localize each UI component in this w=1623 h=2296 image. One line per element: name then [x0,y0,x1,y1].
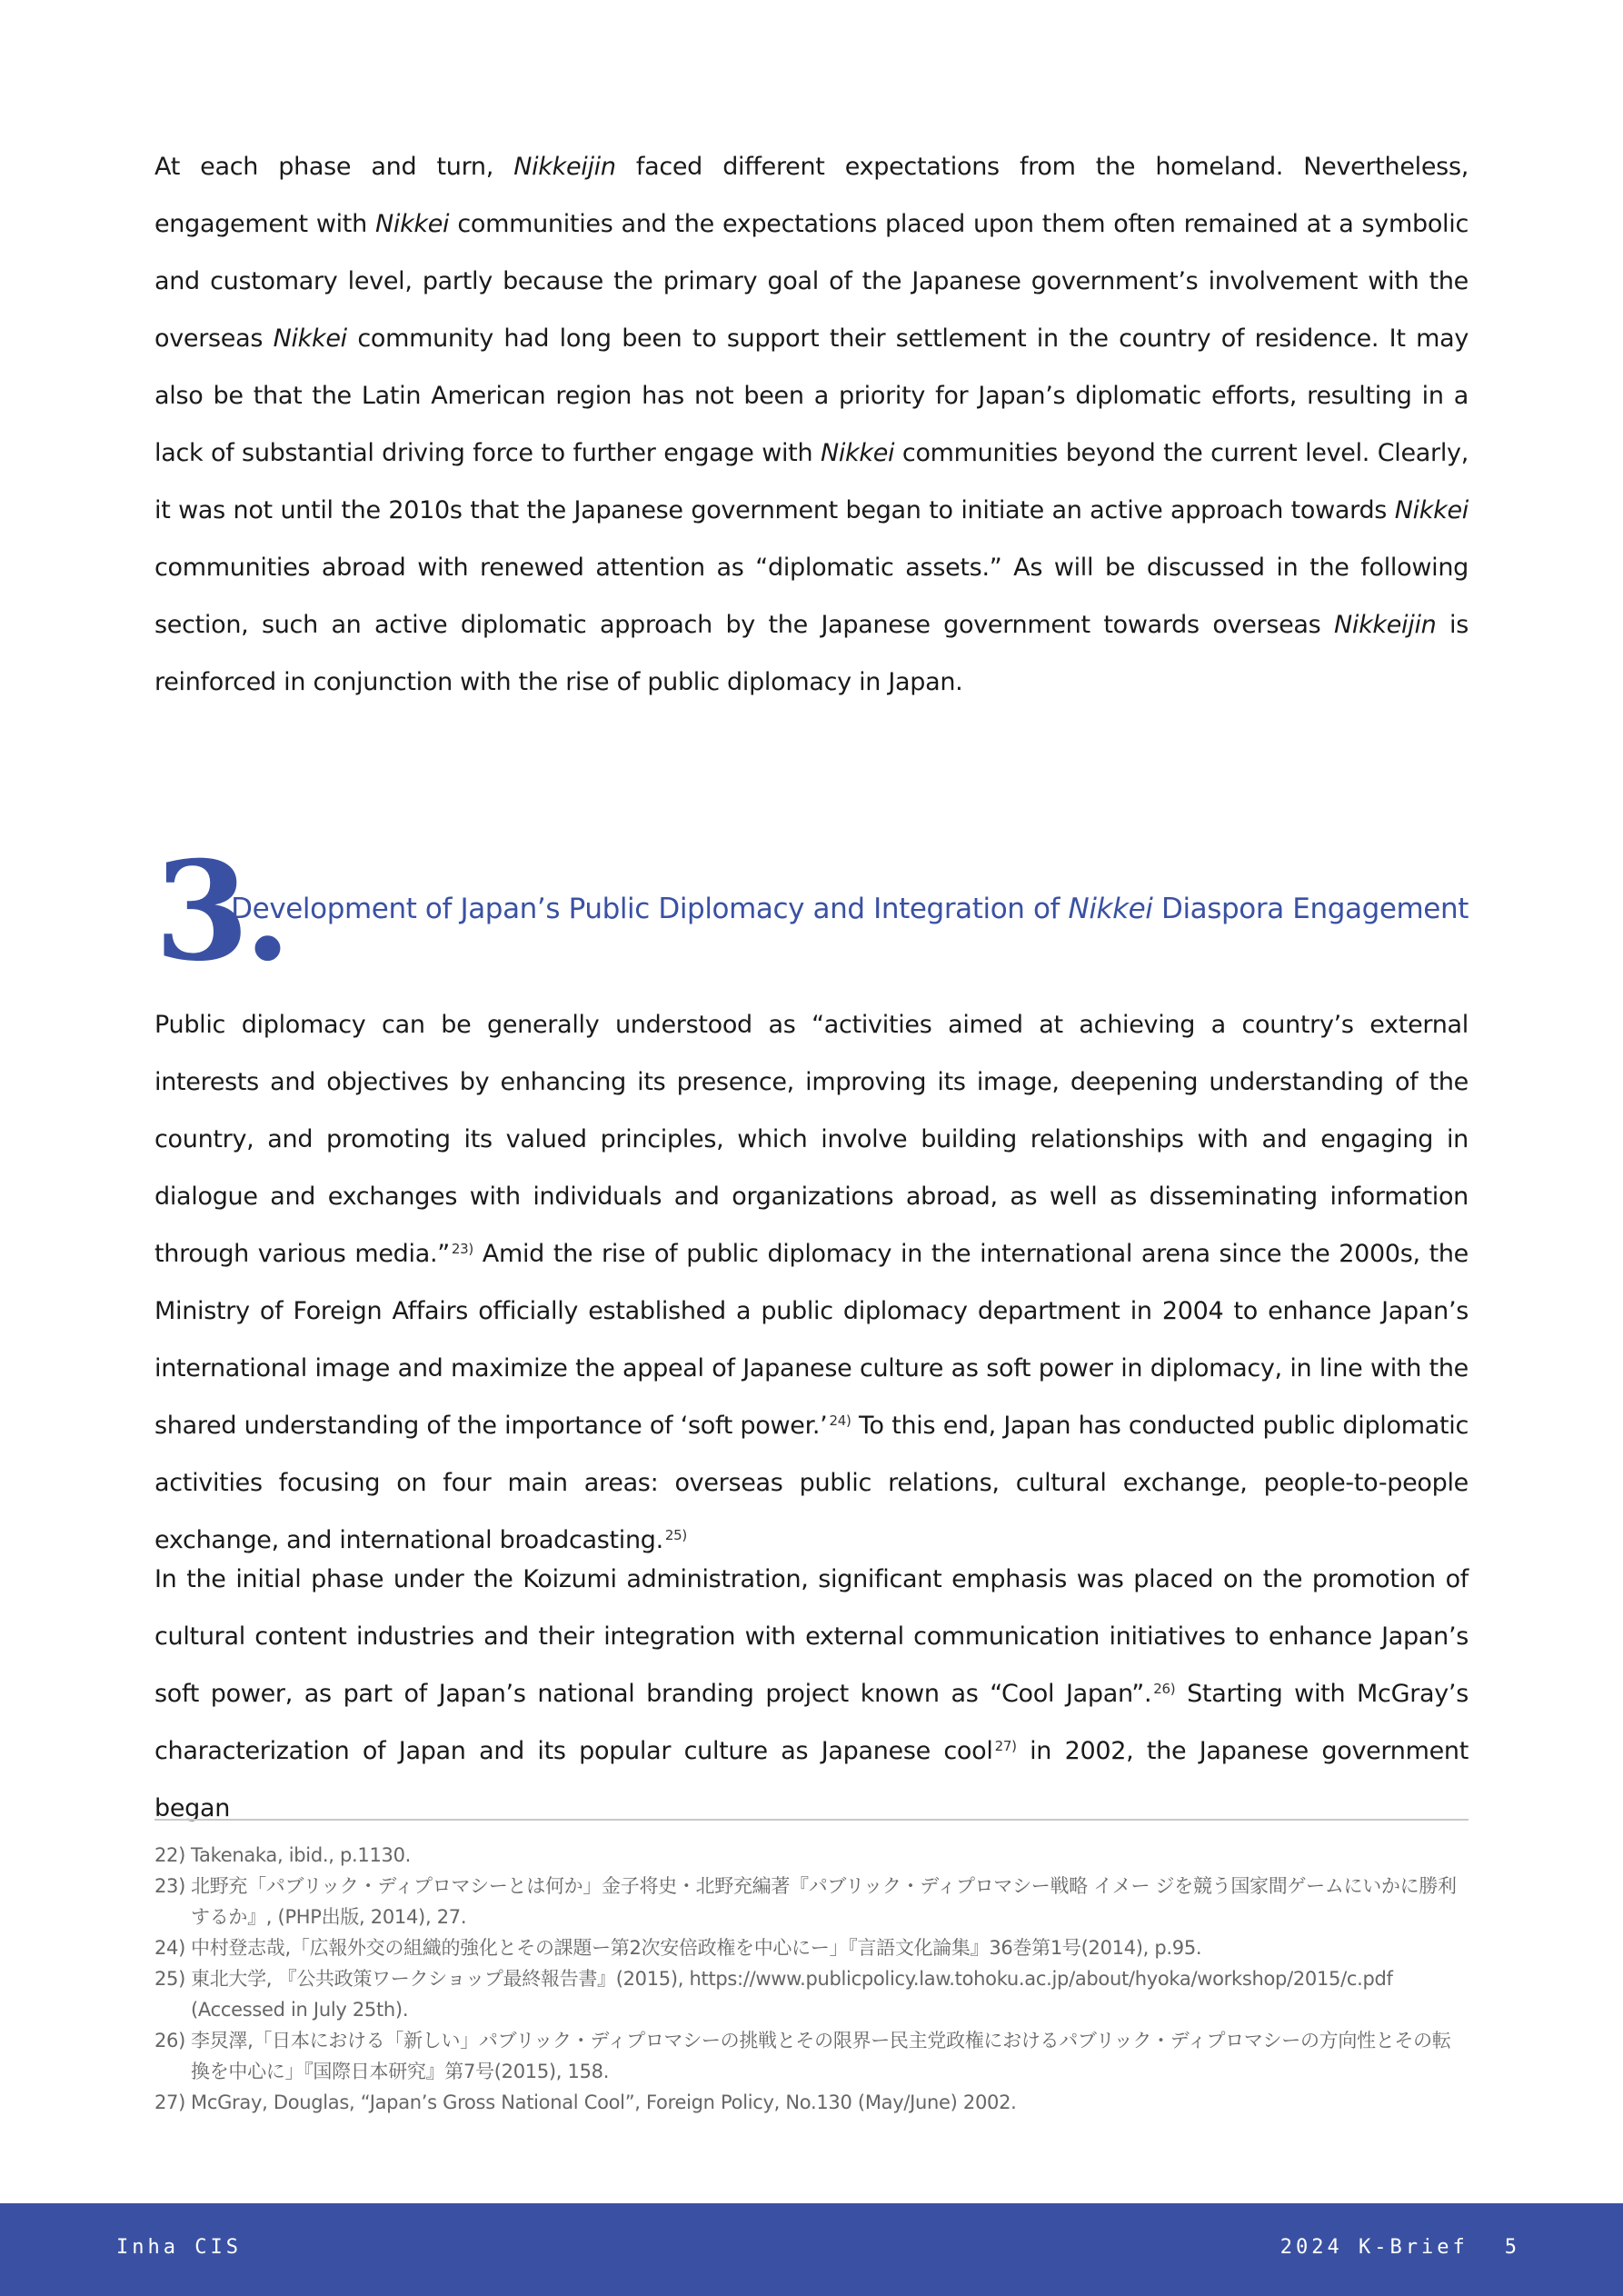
section-title [231,893,1469,925]
body-paragraph-1 [154,138,1469,711]
footnotes [154,1840,1469,2118]
footnote-number: 22) [154,1844,186,1866]
page-number: 5 [1504,2236,1520,2259]
footnote-number: 26) [154,2030,186,2051]
text-run: To this end, Japan has conducted public diplomatic activities focusing on four main areas: overseas public relations, cultural exchange, people-to-people exchange, and international broadcasting. [154,1412,1469,1554]
section-number: 3. [154,832,286,992]
footnote-text: 東北大学, 『公共政策ワークショップ最終報告書』(2015), https://www.publicpolicy.law.tohoku.ac.jp/about/hyoka/workshop/2015/c.pdf (Accessed in July 25th). [191,1968,1393,2021]
text-run: Public diplomacy can be generally understood as “activities aimed at achieving a country’s external interests and objectives by enhancing its presence, improving its image, deepening understanding of the country, and promoting its valued principles, which involve building relationships with and engaging in dialogue and exchanges with individuals and organizations abroad, as well as disseminating information through various media.” [154,1011,1469,1268]
footnote-number: 23) [154,1875,186,1897]
italic-term: Nikkei [374,210,450,238]
section-title-text: Development of Japan’s Public Diplomacy and Integration of [231,893,1069,925]
text-run: Starting with McGray’s characterization of Japan and its popular culture as Japanese cool [154,1680,1469,1765]
footnote-text: McGray, Douglas, “Japan’s Gross National Cool”, Foreign Policy, No.130 (May/June) 2002. [191,2091,1017,2113]
footnote-ref: 24) [829,1413,851,1429]
body-paragraph-2 [154,996,1469,1569]
footnote-number: 27) [154,2091,186,2113]
footnote-item [154,2087,1469,2118]
italic-term: Nikkei [1394,496,1469,524]
footnote-text: Takenaka, ibid., p.1130. [191,1844,412,1866]
italic-term: Nikkei [820,439,895,467]
footnote-text: 李炅澤,「日本における「新しい」パブリック・ディプロマシーの挑戦とその限界ー民主党政権におけるパブリック・ディプロマシーの方向性とその転換を中心に」『国際日本研究』第7号(2015), 158. [191,2030,1451,2082]
footer-title: 2024 K-Brief [1279,2236,1469,2259]
footnote-divider [154,1819,1469,1821]
footnote-item [154,2025,1469,2087]
text-run: faced different expectations from the homeland. Nevertheless, engagement with [154,153,1469,238]
section-title-text: Diaspora Engagement [1152,893,1469,925]
footnote-item [154,1932,1469,1963]
section-heading [154,832,1469,992]
footnote-ref: 23) [451,1241,473,1257]
footnote-text: 北野充「パブリック・ディプロマシーとは何か」金子将史・北野充編著『パブリック・ディプロマシー戦略 イメー ジを競う国家間ゲームにいかに勝利するか』, (PHP出版, 2014), 27. [191,1875,1457,1928]
text-run: in 2002, the Japanese government began [154,1737,1469,1822]
text-run: communities abroad with renewed attention as “diplomatic assets.” As will be discussed in the following section, such an active diplomatic approach by the Japanese government towards overseas [154,554,1469,639]
text-run: At each phase and turn, [154,153,514,181]
italic-term: Nikkeijin [513,153,616,181]
footer-publisher: Inha CIS [116,2236,242,2259]
italic-term: Nikkeijin [1333,611,1437,639]
footnote-item [154,1963,1469,2025]
footer-publication [1280,2236,1520,2259]
text-run: Amid the rise of public diplomacy in the international arena since the 2000s, the Ministry of Foreign Affairs officially established a public diplomacy department in 2004 to enhance Japan’s international image and maximize the appeal of Japanese culture as soft power in diplomacy, in line with the shared understanding of the importance of ‘soft power.’ [154,1240,1469,1440]
footnote-ref: 25) [664,1527,687,1543]
text-run: In the initial phase under the Koizumi administration, significant emphasis was placed on the promotion of cultural content industries and their integration with external communication initiatives to enhance Japan’s soft power, as part of Japan’s national branding project known as “Cool Japan”. [154,1565,1469,1708]
footnote-number: 24) [154,1937,186,1959]
footnote-text: 中村登志哉,「広報外交の組織的強化とその課題ー第2次安倍政権を中心にー」『言語文化論集』36巻第1号(2014), p.95. [191,1937,1202,1959]
footnote-item [154,1840,1469,1871]
text-run: communities and the expectations placed upon them often remained at a symbolic and customary level, partly because the primary goal of the Japanese government’s involvement with the overseas [154,210,1469,353]
text-run: communities beyond the current level. Clearly, it was not until the 2010s that the Japanese government began to initiate an active approach towards [154,439,1469,524]
text-run: is reinforced in conjunction with the rise of public diplomacy in Japan. [154,611,1469,696]
footnote-ref: 26) [1153,1681,1176,1697]
text-run: community had long been to support their settlement in the country of residence. It may also be that the Latin American region has not been a priority for Japan’s diplomatic efforts, resulting in a lack of substantial driving force to further engage with [154,324,1469,467]
italic-term: Nikkei [273,324,347,353]
footnote-item [154,1871,1469,1932]
footnote-number: 25) [154,1968,186,1990]
page-footer [0,2203,1623,2296]
footnote-ref: 27) [994,1738,1017,1754]
body-paragraph-3 [154,1551,1469,1837]
section-title-italic: Nikkei [1068,893,1153,925]
